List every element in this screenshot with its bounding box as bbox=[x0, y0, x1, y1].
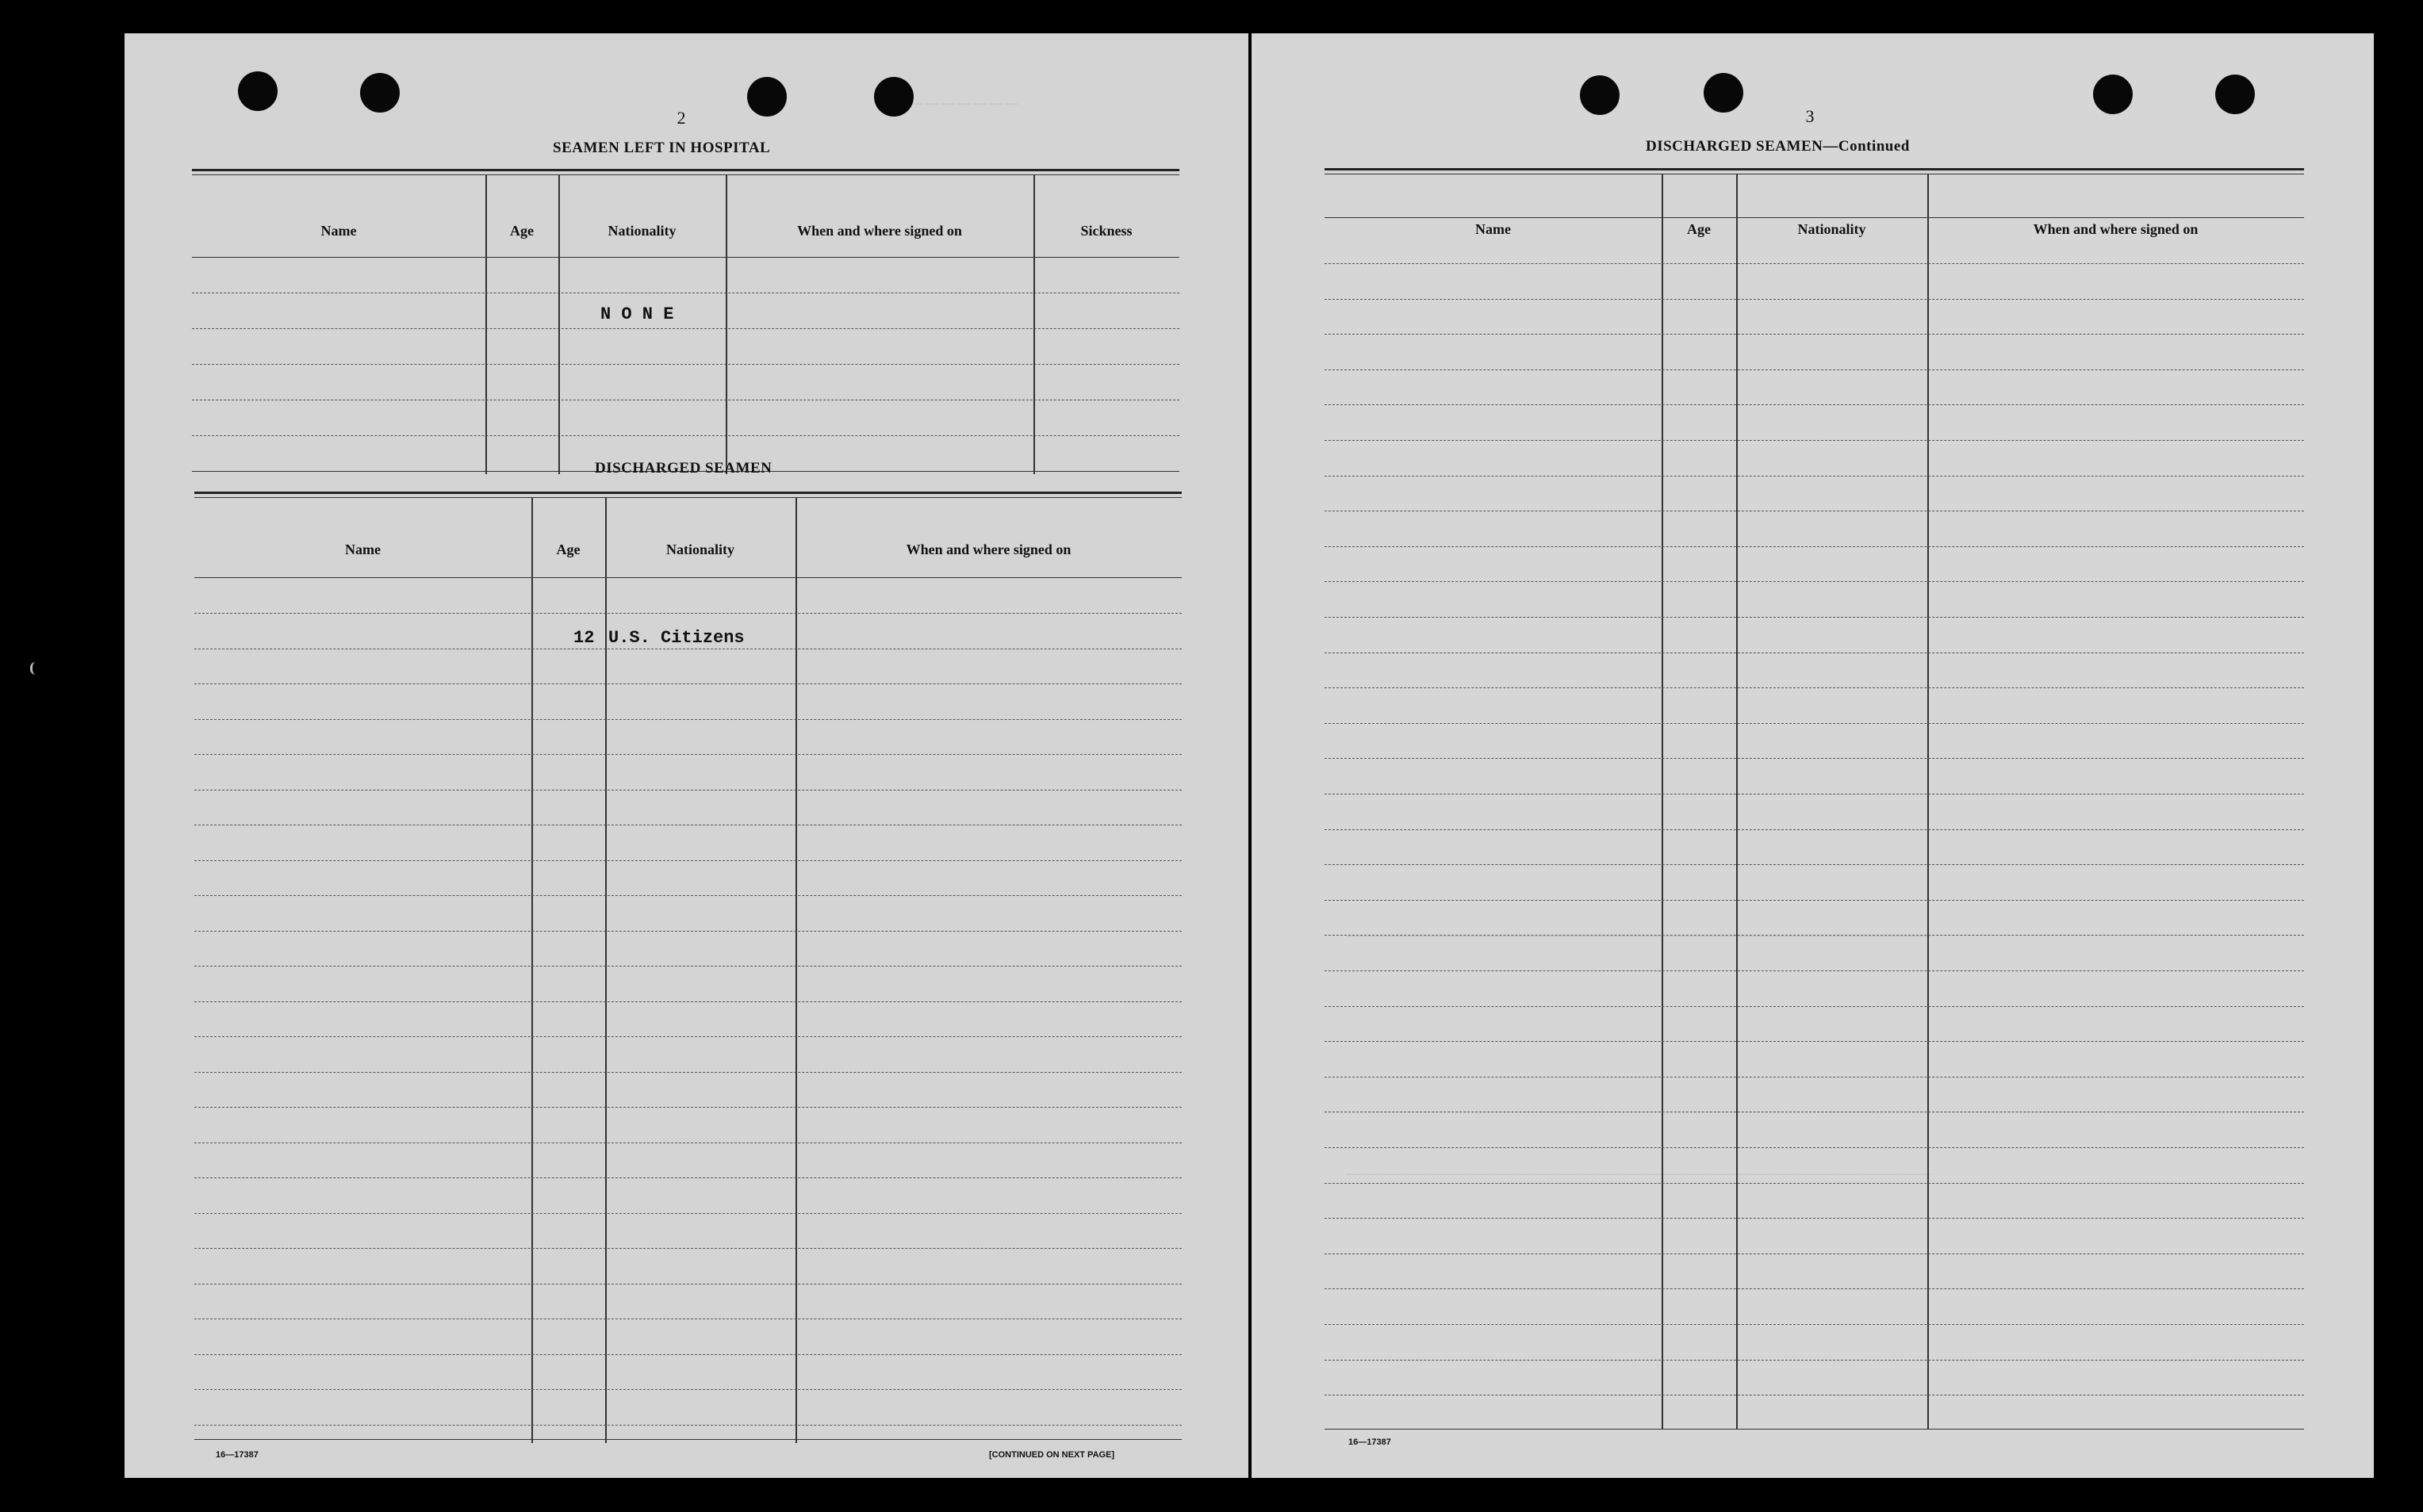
ruled-line bbox=[1325, 687, 2304, 688]
ruled-line bbox=[1325, 476, 2304, 477]
ruled-line bbox=[1325, 1077, 2304, 1078]
ruled-line bbox=[194, 1072, 1182, 1073]
discharged-entry-nationality: U.S. Citizens bbox=[608, 628, 745, 648]
ruled-line bbox=[194, 613, 1182, 614]
page-number: 2 bbox=[677, 108, 686, 128]
header-when-where: When and where signed on bbox=[906, 542, 1072, 557]
ruled-line bbox=[194, 1248, 1182, 1249]
bleed-through-text: — — — — — — — bbox=[910, 97, 1018, 110]
ruled-line bbox=[1325, 758, 2304, 759]
header-sickness: Sickness bbox=[1080, 223, 1133, 239]
page-number: 3 bbox=[1805, 106, 1815, 126]
ruled-line bbox=[194, 754, 1182, 755]
ruled-line bbox=[1325, 900, 2304, 901]
ruled-line bbox=[194, 719, 1182, 720]
bleed-through-text: —————————————————————————————————————————————— bbox=[1347, 929, 1930, 943]
hospital-table bbox=[192, 169, 1179, 474]
ruled-line bbox=[1325, 1006, 2304, 1007]
title-suffix: —Continued bbox=[1823, 138, 1910, 155]
ruled-line bbox=[1325, 369, 2304, 370]
ruled-line bbox=[194, 1354, 1182, 1355]
form-number: 16—17387 bbox=[1348, 1437, 1391, 1447]
discharged-continued-title bbox=[1646, 138, 1910, 155]
punch-hole bbox=[238, 71, 278, 111]
ruled-line bbox=[1325, 1041, 2304, 1042]
ruled-line bbox=[194, 860, 1182, 861]
header-name: Name bbox=[345, 542, 381, 557]
ruled-line bbox=[1325, 1218, 2304, 1219]
header-age: Age bbox=[1687, 221, 1711, 237]
ruled-line bbox=[1325, 829, 2304, 830]
hospital-entry: N O N E bbox=[600, 304, 674, 324]
edge-mark bbox=[30, 662, 36, 675]
ruled-line bbox=[1325, 617, 2304, 618]
ruled-line bbox=[1325, 1360, 2304, 1361]
header-age: Age bbox=[510, 223, 534, 239]
table-bottom-rule bbox=[1325, 1429, 2304, 1430]
punch-hole bbox=[2215, 75, 2255, 114]
header-name: Name bbox=[1475, 221, 1511, 237]
discharged-section-title: DISCHARGED SEAMEN bbox=[595, 460, 773, 477]
ruled-line bbox=[1325, 970, 2304, 971]
punch-hole bbox=[874, 77, 914, 117]
ruled-line bbox=[1325, 440, 2304, 441]
ruled-line bbox=[1325, 1147, 2304, 1148]
discharged-continued-table bbox=[1325, 168, 2304, 1429]
ruled-line bbox=[194, 1036, 1182, 1037]
ruled-line bbox=[1325, 1288, 2304, 1289]
table-bottom-rule bbox=[194, 1439, 1182, 1440]
ruled-line bbox=[1325, 1324, 2304, 1325]
ruled-line bbox=[194, 1389, 1182, 1390]
punch-hole bbox=[1704, 73, 1743, 113]
punch-hole bbox=[1580, 75, 1620, 115]
ruled-line bbox=[1325, 723, 2304, 724]
ruled-line bbox=[1325, 581, 2304, 582]
ruled-line bbox=[194, 1107, 1182, 1108]
right-page bbox=[1252, 33, 2374, 1478]
discharged-table bbox=[194, 492, 1182, 1443]
ruled-line bbox=[194, 1177, 1182, 1178]
ruled-line bbox=[1325, 1183, 2304, 1184]
bleed-through-text: —————————————————————————————————————————————— bbox=[1347, 1167, 1930, 1181]
header-nationality: Nationality bbox=[608, 223, 677, 239]
continued-note: [CONTINUED ON NEXT PAGE] bbox=[989, 1450, 1115, 1460]
punch-hole bbox=[2093, 75, 2133, 114]
left-page bbox=[125, 33, 1248, 1478]
header-when-where: When and where signed on bbox=[797, 223, 962, 239]
header-nationality: Nationality bbox=[1797, 221, 1866, 237]
ruled-line bbox=[194, 683, 1182, 684]
ruled-line bbox=[194, 1213, 1182, 1214]
header-nationality: Nationality bbox=[665, 542, 734, 557]
form-number: 16—17387 bbox=[216, 1450, 259, 1460]
title-main: DISCHARGED SEAMEN bbox=[1646, 138, 1823, 155]
ruled-line bbox=[194, 1425, 1182, 1426]
discharged-entry-age: 12 bbox=[573, 628, 595, 648]
ruled-line bbox=[1325, 263, 2304, 264]
header-name: Name bbox=[320, 223, 357, 239]
ruled-line bbox=[1325, 299, 2304, 300]
header-when-where: When and where signed on bbox=[2033, 221, 2199, 237]
ruled-line bbox=[194, 1001, 1182, 1002]
header-age: Age bbox=[556, 542, 581, 557]
punch-hole bbox=[747, 77, 787, 117]
ruled-line bbox=[194, 895, 1182, 896]
ruled-line bbox=[1325, 864, 2304, 865]
ruled-line bbox=[194, 966, 1182, 967]
ruled-line bbox=[1325, 334, 2304, 335]
ruled-line bbox=[1325, 546, 2304, 547]
hospital-section-title: SEAMEN LEFT IN HOSPITAL bbox=[553, 140, 771, 156]
ruled-line bbox=[1325, 404, 2304, 405]
punch-hole bbox=[360, 73, 400, 113]
ruled-line bbox=[194, 931, 1182, 932]
ruled-line bbox=[1325, 935, 2304, 936]
